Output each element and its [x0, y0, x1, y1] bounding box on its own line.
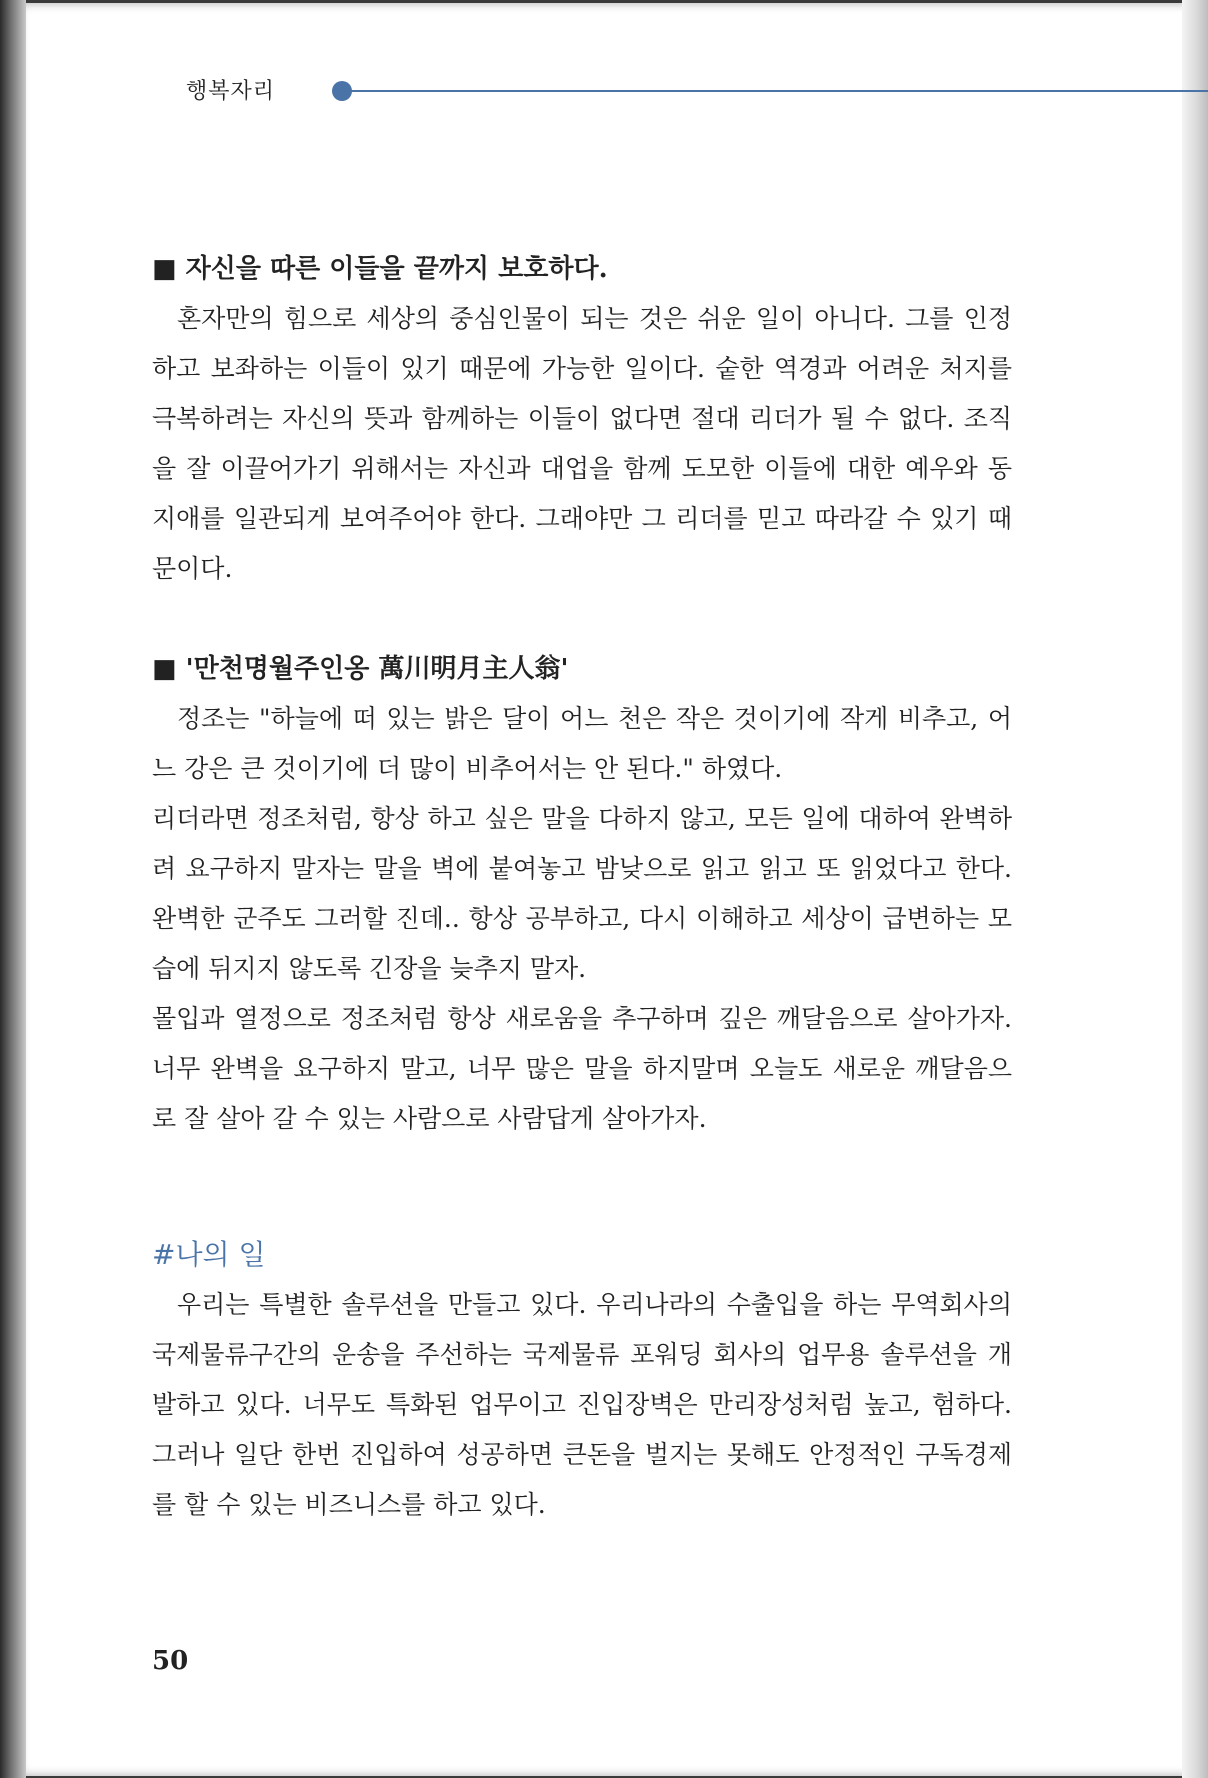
page-content — [152, 244, 1012, 1530]
book-spine — [0, 0, 26, 1778]
running-head: 행복자리 — [186, 79, 276, 104]
page-edge — [1182, 0, 1208, 1778]
running-head-dot — [332, 81, 352, 101]
paragraph: 몰입과 열정으로 정조처럼 항상 새로움을 추구하며 깊은 깨달음으로 살아가자. 너무 완벽을 요구하지 말고, 너무 많은 말을 하지말며 오늘도 새로운 깨달음으로 잘 살아 갈 수 있는 사람으로 사람답게 살아가자. — [152, 1004, 1012, 1133]
page-number: 50 — [152, 1646, 189, 1676]
section-heading: ■ '만천명월주인옹 萬川明月主人翁' — [152, 654, 569, 684]
section-my-work — [152, 1230, 1012, 1530]
paragraph: 리더라면 정조처럼, 항상 하고 싶은 말을 다하지 않고, 모든 일에 대하여 완벽하려 요구하지 말자는 말을 벽에 붙여놓고 밤낮으로 읽고 읽고 또 읽었다고 한다. 완벽한 군주도 그러할 진데.. 항상 공부하고, 다시 이해하고 세상이 급변하는 모습에 뒤지지 않도록 긴장을 늦추지 말자. — [152, 804, 1012, 983]
paragraph: 혼자만의 힘으로 세상의 중심인물이 되는 것은 쉬운 일이 아니다. 그를 인정하고 보좌하는 이들이 있기 때문에 가능한 일이다. 숱한 역경과 어려운 처지를 극복하려는 자신의 뜻과 함께하는 이들이 없다면 절대 리더가 될 수 없다. 조직을 잘 이끌어가기 위해서는 자신과 대업을 함께 도모한 이들에 대한 예우와 동지애를 일관되게 보여주어야 한다. 그래야만 그 리더를 믿고 따라갈 수 있기 때문이다. — [152, 304, 1012, 583]
running-head-rule — [350, 90, 1208, 92]
section-protect — [152, 244, 1012, 594]
paragraph: 우리는 특별한 솔루션을 만들고 있다. 우리나라의 수출입을 하는 무역회사의 국제물류구간의 운송을 주선하는 국제물류 포워딩 회사의 업무용 솔루션을 개발하고 있다. 너무도 특화된 업무이고 진입장벽은 만리장성처럼 높고, 험하다. 그러나 일단 한번 진입하여 성공하면 큰돈을 벌지는 못해도 안정적인 구독경제를 할 수 있는 비즈니스를 하고 있다. — [152, 1290, 1012, 1519]
section-heading: ■ 자신을 따른 이들을 끝까지 보호하다. — [152, 254, 608, 284]
section-heading-hashtag: #나의 일 — [152, 1238, 266, 1271]
section-jeongjo — [152, 644, 1012, 1144]
paragraph: 정조는 "하늘에 떠 있는 밝은 달이 어느 천은 작은 것이기에 작게 비추고, 어느 강은 큰 것이기에 더 많이 비추어서는 안 된다." 하였다. — [152, 704, 1012, 783]
